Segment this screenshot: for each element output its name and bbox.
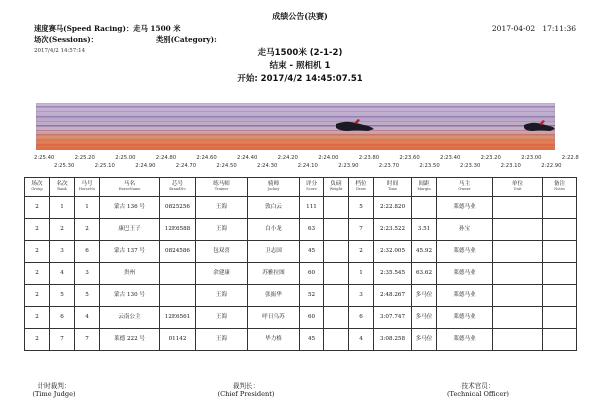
table-cell: 2 <box>75 219 100 241</box>
table-cell <box>412 197 437 219</box>
time-tick-upper: 2:23.00 <box>521 155 542 161</box>
table-cell <box>324 241 349 263</box>
column-header-en: Score <box>306 187 317 192</box>
table-cell: 0825256 <box>160 197 196 219</box>
table-cell: 63.62 <box>412 263 437 285</box>
race-type <box>34 24 181 34</box>
table-cell: 3 <box>50 241 75 263</box>
table-cell: 4 <box>50 263 75 285</box>
table-cell: 莱德 222 号 <box>100 329 160 351</box>
column-header-cn: 间距 <box>418 181 430 188</box>
column-header <box>160 178 196 197</box>
table-cell: 贵州 <box>100 263 160 285</box>
column-header-cn: 档位 <box>355 181 367 188</box>
table-cell: 3 <box>349 285 374 307</box>
table-cell: 5 <box>50 285 75 307</box>
table-cell: 云南公主 <box>100 307 160 329</box>
table-cell <box>493 329 543 351</box>
table-cell: 3.51 <box>412 219 437 241</box>
time-tick-lower: 2:23.10 <box>500 163 521 169</box>
table-cell: 莱德马业 <box>437 263 493 285</box>
column-header-en: Time <box>387 187 398 192</box>
column-header-en: BrandNo <box>169 187 186 192</box>
table-cell: 莱德马业 <box>437 307 493 329</box>
table-cell <box>324 197 349 219</box>
table-cell: 2 <box>349 241 374 263</box>
column-header <box>196 178 248 197</box>
table-cell <box>543 219 577 241</box>
table-cell: 多马位 <box>412 285 437 307</box>
column-header-en: HorseNo <box>78 187 96 192</box>
table-cell: 7 <box>349 219 374 241</box>
table-cell: 莱德马业 <box>437 285 493 307</box>
table-cell: 王海 <box>196 307 248 329</box>
column-header <box>437 178 493 197</box>
table-cell: 3:08.258 <box>374 329 412 351</box>
table-cell: 2 <box>25 307 50 329</box>
table-cell <box>493 307 543 329</box>
table-cell: 3 <box>75 263 100 285</box>
table-cell: 45 <box>300 329 324 351</box>
time-tick-lower: 2:23.70 <box>378 163 400 169</box>
column-header <box>300 178 324 197</box>
column-header-cn: 名次 <box>56 181 68 188</box>
time-tick-lower: 2:23.50 <box>419 163 440 169</box>
column-header <box>50 178 75 197</box>
column-header <box>349 178 374 197</box>
column-header-cn: 备注 <box>553 181 566 188</box>
time-tick-lower: 2:24.70 <box>175 163 197 169</box>
column-header <box>100 178 160 197</box>
time-tick-lower: 2:24.90 <box>135 163 156 169</box>
table-header-row <box>25 178 577 197</box>
time-tick-upper: 2:23.80 <box>358 155 380 161</box>
column-header <box>248 178 300 197</box>
table-cell <box>324 263 349 285</box>
column-header-cn: 马号 <box>81 181 93 188</box>
table-cell: 2 <box>25 263 50 285</box>
table-cell: 6 <box>75 241 100 263</box>
time-tick-upper: 2:25.00 <box>115 155 136 161</box>
column-header <box>25 178 50 197</box>
time-judge-label-en: (Time Judge) <box>32 390 76 398</box>
table-cell <box>160 285 196 307</box>
race-type-label: 速度赛马(Speed Racing)： <box>34 24 134 33</box>
column-header-en: Owner <box>458 187 471 192</box>
technical-officer-label-en: (Technical Officer) <box>446 390 509 398</box>
table-cell: 王海 <box>196 329 248 351</box>
date-time <box>492 24 576 33</box>
column-header-en: Rank <box>57 187 67 192</box>
table-row <box>25 197 577 219</box>
column-header-cn: 场次 <box>31 181 43 188</box>
table-cell: 王海 <box>196 197 248 219</box>
column-header <box>374 178 412 197</box>
table-cell: 王海 <box>196 219 248 241</box>
time-tick-upper: 2:25.20 <box>74 155 95 161</box>
column-header-cn: 芯号 <box>171 181 184 188</box>
table-cell <box>493 285 543 307</box>
time-tick-lower: 2:24.30 <box>257 163 278 169</box>
print-stamp: 2017/4/2 14:57:14 <box>34 48 86 54</box>
table-cell <box>543 263 577 285</box>
column-header-cn: 时间 <box>386 181 399 188</box>
table-cell: 12E6588 <box>160 219 196 241</box>
table-cell <box>160 263 196 285</box>
table-row <box>25 285 577 307</box>
table-cell: 111 <box>300 197 324 219</box>
time-tick-upper: 2:23.20 <box>480 155 501 161</box>
time: 17:11:36 <box>542 24 576 33</box>
time-tick-lower: 2:24.10 <box>297 163 318 169</box>
time-tick-upper: 2:24.20 <box>277 155 298 161</box>
technical-officer-label: 技术官员： <box>461 382 495 390</box>
time-tick-upper: 2:25.40 <box>34 155 55 161</box>
table-cell <box>324 285 349 307</box>
table-cell: 2:32.005 <box>374 241 412 263</box>
table-row <box>25 307 577 329</box>
column-header-en: Trainer <box>214 187 229 192</box>
table-row <box>25 241 577 263</box>
chief-president-label-en: (Chief President) <box>217 390 275 398</box>
table-cell: 0824586 <box>160 241 196 263</box>
table-cell: 蒙古 130 号 <box>100 285 160 307</box>
column-header-en: Group <box>31 187 43 192</box>
table-cell: 45.92 <box>412 241 437 263</box>
table-cell: 5 <box>75 285 100 307</box>
table-cell <box>543 329 577 351</box>
race-type-value: 走马 1500 米 <box>133 24 181 33</box>
table-cell: 7 <box>75 329 100 351</box>
table-row <box>25 329 577 351</box>
table-cell: 12E6561 <box>160 307 196 329</box>
column-header-en: Weight <box>329 187 343 192</box>
table-cell <box>543 307 577 329</box>
column-header-cn: 单位 <box>511 181 524 188</box>
table-cell: 毕力格 <box>248 329 300 351</box>
results-table <box>24 177 577 351</box>
table-cell: 2:48.267 <box>374 285 412 307</box>
table-cell: 余建康 <box>196 263 248 285</box>
column-header <box>75 178 100 197</box>
table-cell <box>324 219 349 241</box>
table-cell: 60 <box>300 307 324 329</box>
time-tick-lower: 2:25.30 <box>54 163 75 169</box>
table-cell: 3:07.747 <box>374 307 412 329</box>
column-header-en: Draw <box>356 187 366 192</box>
technical-officer-block <box>438 380 518 398</box>
time-tick-upper: 2:24.80 <box>155 155 177 161</box>
table-cell: 2:23.522 <box>374 219 412 241</box>
time-tick-upper: 2:22.8 <box>561 155 579 161</box>
column-header <box>543 178 577 197</box>
table-cell: 7 <box>50 329 75 351</box>
column-header-cn: 负磅 <box>330 181 342 188</box>
time-tick-upper: 2:23.60 <box>399 155 420 161</box>
document-title: 成绩公告(决赛) <box>272 11 328 21</box>
column-header-cn: 评分 <box>305 181 318 188</box>
table-cell: 6 <box>349 307 374 329</box>
time-tick-upper: 2:24.00 <box>318 155 339 161</box>
table-cell: 2 <box>25 241 50 263</box>
table-cell: 4 <box>75 307 100 329</box>
table-cell: 4 <box>349 329 374 351</box>
table-cell: 2:35.545 <box>374 263 412 285</box>
table-cell: 白小龙 <box>248 219 300 241</box>
table-cell <box>493 219 543 241</box>
column-header-en: Notes <box>554 187 565 192</box>
column-header-cn: 练马师 <box>213 181 230 188</box>
column-header <box>324 178 349 197</box>
table-cell: 莱德马业 <box>437 197 493 219</box>
table-cell <box>543 197 577 219</box>
table-cell: 莱德马业 <box>437 241 493 263</box>
photo-finish-image <box>36 103 555 150</box>
table-cell: 多马位 <box>412 329 437 351</box>
table-cell: 5 <box>349 197 374 219</box>
race-title: 走马1500米 (2-1-2) <box>257 48 343 58</box>
column-header-en: Margin <box>417 187 431 192</box>
table-cell: 王海 <box>196 285 248 307</box>
table-cell: 01142 <box>160 329 196 351</box>
table-cell <box>543 285 577 307</box>
category-label: 类别(Category): <box>156 35 217 44</box>
table-cell: 52 <box>300 285 324 307</box>
table-cell: 2 <box>25 197 50 219</box>
table-cell: 2 <box>25 285 50 307</box>
table-cell: 蒙古 137 号 <box>100 241 160 263</box>
table-cell: 蒙古 136 号 <box>100 197 160 219</box>
sessions-label: 场次(Sessions)： <box>34 35 98 44</box>
table-cell <box>493 263 543 285</box>
table-cell: 2:22.820 <box>374 197 412 219</box>
time-judge-block <box>24 380 84 398</box>
table-cell: 呼日乌苏 <box>248 307 300 329</box>
column-header-en: Jockey <box>267 187 280 192</box>
column-header <box>493 178 543 197</box>
time-tick-upper: 2:24.60 <box>196 155 217 161</box>
table-cell: 多马位 <box>412 307 437 329</box>
table-cell: 敦白云 <box>248 197 300 219</box>
table-cell <box>493 241 543 263</box>
chief-president-block <box>206 380 286 398</box>
table-cell: 6 <box>50 307 75 329</box>
time-tick-upper: 2:24.40 <box>237 155 258 161</box>
column-header-en: Unit <box>513 187 522 192</box>
time-tick-lower: 2:24.50 <box>216 163 237 169</box>
chief-president-label: 裁判长： <box>232 382 260 390</box>
date: 2017-04-02 <box>491 24 536 33</box>
table-cell: 张振华 <box>248 285 300 307</box>
table-cell: 包双喜 <box>196 241 248 263</box>
time-tick-lower: 2:23.90 <box>338 163 359 169</box>
table-cell: 卫志国 <box>248 241 300 263</box>
table-cell: 苏雅拉图 <box>248 263 300 285</box>
table-row <box>25 263 577 285</box>
table-cell <box>324 329 349 351</box>
column-header-en: HorseName <box>118 187 141 192</box>
table-cell: 1 <box>75 197 100 219</box>
time-tick-upper: 2:23.40 <box>440 155 461 161</box>
photo-finish-strip <box>36 103 555 150</box>
column-header-cn: 马主 <box>458 181 471 188</box>
time-tick-lower: 2:25.10 <box>94 163 115 169</box>
table-cell: 莱德马业 <box>437 329 493 351</box>
table-cell: 2 <box>25 219 50 241</box>
table-cell: 孙宝 <box>437 219 493 241</box>
table-cell <box>543 241 577 263</box>
time-tick-lower: 2:23.30 <box>460 163 481 169</box>
column-header <box>412 178 437 197</box>
table-cell: 63 <box>300 219 324 241</box>
table-cell <box>493 197 543 219</box>
column-header-cn: 马名 <box>123 181 136 188</box>
time-tick-lower: 2:22.90 <box>541 163 562 169</box>
table-cell: 1 <box>50 197 75 219</box>
table-body <box>25 197 577 351</box>
table-row <box>25 219 577 241</box>
table-cell: 1 <box>349 263 374 285</box>
table-cell: 60 <box>300 263 324 285</box>
column-header-cn: 骑师 <box>267 181 280 188</box>
table-cell: 45 <box>300 241 324 263</box>
start-time: 开始: 2017/4/2 14:45:07.51 <box>237 74 363 84</box>
finish-status: 结束 - 照相机 1 <box>269 61 331 71</box>
table-cell <box>324 307 349 329</box>
table-cell: 2 <box>50 219 75 241</box>
time-judge-label: 计时裁判： <box>37 382 71 390</box>
table-cell: 2 <box>25 329 50 351</box>
table-cell: 康巴王子 <box>100 219 160 241</box>
